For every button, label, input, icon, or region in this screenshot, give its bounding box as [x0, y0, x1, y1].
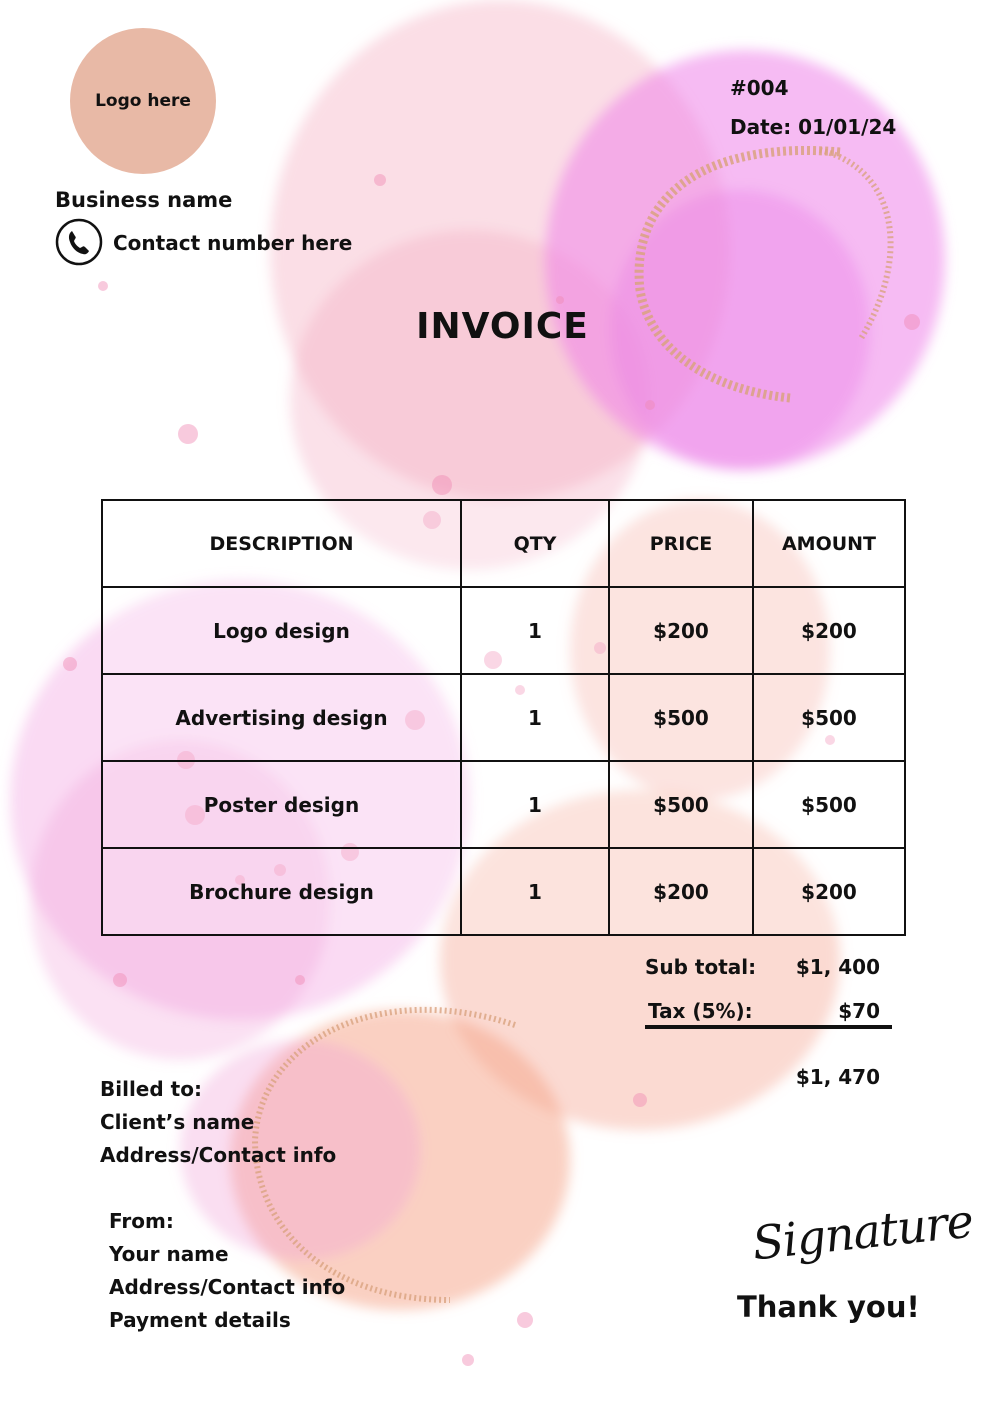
invoice-number: #004 — [730, 76, 789, 100]
item-amount: $500 — [753, 674, 905, 761]
item-description: Advertising design — [102, 674, 461, 761]
tax-value: $70 — [838, 999, 880, 1023]
invoice-date: Date: 01/01/24 — [730, 115, 897, 139]
from-heading: From: — [109, 1209, 174, 1233]
business-name: Business name — [55, 188, 233, 212]
subtotal-value: $1, 400 — [795, 955, 880, 979]
item-qty: 1 — [461, 674, 609, 761]
column-header-description: DESCRIPTION — [102, 500, 461, 587]
from-block — [109, 1205, 345, 1337]
item-amount: $200 — [753, 848, 905, 935]
total-divider — [645, 1025, 892, 1029]
item-description: Poster design — [102, 761, 461, 848]
item-description: Brochure design — [102, 848, 461, 935]
signature: Signature — [749, 1193, 976, 1271]
client-name: Client’s name — [100, 1110, 255, 1134]
table-row — [102, 674, 905, 761]
item-price: $500 — [609, 761, 753, 848]
tax-label: Tax (5%): — [648, 999, 753, 1023]
logo-text: Logo here — [95, 91, 191, 111]
item-qty: 1 — [461, 848, 609, 935]
billed-to-heading: Billed to: — [100, 1077, 202, 1101]
thank-you-text: Thank you! — [737, 1290, 920, 1324]
client-address: Address/Contact info — [100, 1143, 337, 1167]
sender-name: Your name — [109, 1242, 229, 1266]
billed-to-block — [100, 1073, 336, 1172]
invoice-title: INVOICE — [416, 306, 589, 347]
total-value: $1, 470 — [795, 1065, 880, 1089]
table-header-row — [102, 500, 905, 587]
payment-details: Payment details — [109, 1308, 291, 1332]
sender-address: Address/Contact info — [109, 1275, 346, 1299]
logo-placeholder — [70, 28, 216, 174]
phone-icon — [55, 218, 103, 266]
item-price: $500 — [609, 674, 753, 761]
subtotal-label: Sub total: — [645, 955, 757, 979]
item-qty: 1 — [461, 587, 609, 674]
table-row — [102, 761, 905, 848]
table-row — [102, 848, 905, 935]
item-amount: $200 — [753, 587, 905, 674]
contact-number: Contact number here — [113, 231, 353, 255]
table-row — [102, 587, 905, 674]
column-header-qty: QTY — [461, 500, 609, 587]
item-qty: 1 — [461, 761, 609, 848]
item-price: $200 — [609, 848, 753, 935]
column-header-price: PRICE — [609, 500, 753, 587]
item-price: $200 — [609, 587, 753, 674]
column-header-amount: AMOUNT — [753, 500, 905, 587]
invoice-items-table — [101, 499, 906, 936]
item-description: Logo design — [102, 587, 461, 674]
item-amount: $500 — [753, 761, 905, 848]
